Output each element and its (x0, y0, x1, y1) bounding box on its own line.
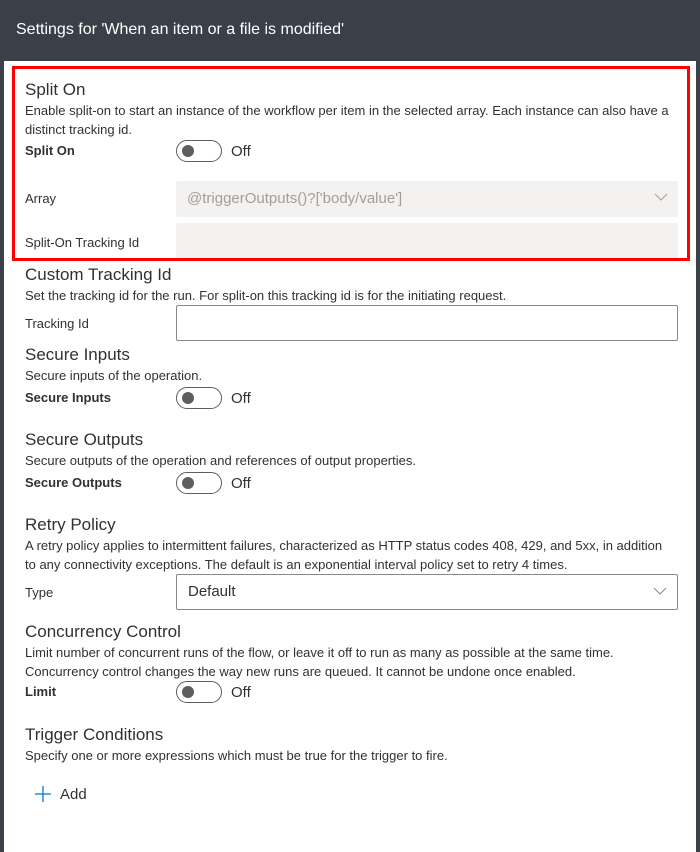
array-row (25, 181, 678, 217)
retry-type-dropdown[interactable] (176, 574, 678, 610)
toggle-switch[interactable] (176, 387, 222, 409)
secure-outputs-title: Secure Outputs (25, 430, 144, 449)
secure-outputs-section (25, 429, 678, 470)
concurrency-title: Concurrency Control (25, 622, 181, 641)
add-condition-button[interactable] (34, 782, 87, 806)
toggle-state-text: Off (231, 389, 251, 407)
toggle-state-text: Off (231, 683, 251, 701)
custom-tracking-title: Custom Tracking Id (25, 265, 172, 284)
toggle-knob (182, 477, 194, 489)
concurrency-section (25, 621, 678, 681)
retry-policy-description: A retry policy applies to intermittent failures, characterized as HTTP status codes 408, 429, and 5xx, in addition to any connectivity exceptions. The default is an exponential interval policy set to retry 4 times. (25, 538, 663, 572)
split-on-toggle-row (25, 139, 678, 175)
array-dropdown[interactable] (176, 181, 678, 217)
tracking-id-input[interactable] (176, 305, 678, 341)
panel-title: Settings for 'When an item or a file is modified' (16, 21, 345, 38)
chevron-down-icon (653, 586, 667, 596)
split-on-section (25, 79, 678, 139)
split-on-tracking-row (25, 223, 678, 259)
split-on-title: Split On (25, 80, 86, 99)
secure-inputs-toggle[interactable] (176, 386, 251, 410)
array-label: Array (25, 191, 57, 206)
toggle-switch[interactable] (176, 472, 222, 494)
concurrency-description-2: Concurrency control changes the way new runs are queued. It cannot be undone once enabled. (25, 664, 576, 679)
retry-type-label: Type (25, 585, 54, 600)
trigger-conditions-title: Trigger Conditions (25, 725, 164, 744)
trigger-conditions-description: Specify one or more expressions which must be true for the trigger to fire. (25, 748, 448, 763)
trigger-conditions-section (25, 724, 678, 765)
secure-inputs-toggle-label: Secure Inputs (25, 390, 111, 405)
retry-policy-title: Retry Policy (25, 515, 116, 534)
toggle-switch[interactable] (176, 681, 222, 703)
concurrency-toggle-label: Limit (25, 684, 57, 699)
tracking-id-label: Tracking Id (25, 316, 89, 331)
secure-outputs-toggle-label: Secure Outputs (25, 475, 122, 490)
split-on-toggle-label: Split On (25, 143, 75, 158)
toggle-switch[interactable] (176, 140, 222, 162)
concurrency-toggle-row (25, 680, 678, 716)
concurrency-limit-toggle[interactable] (176, 680, 251, 704)
tracking-id-row (25, 305, 678, 341)
retry-type-row (25, 574, 678, 610)
secure-inputs-description: Secure inputs of the operation. (25, 368, 203, 383)
secure-inputs-section (25, 344, 678, 385)
concurrency-description-1: Limit number of concurrent runs of the flow, or leave it off to run as many as possible at the same time. (25, 645, 614, 660)
retry-policy-section (25, 514, 678, 574)
chevron-down-icon (654, 192, 668, 202)
toggle-knob (182, 686, 194, 698)
custom-tracking-section (25, 264, 678, 305)
toggle-knob (182, 145, 194, 157)
retry-type-value: Default (188, 583, 236, 600)
secure-inputs-title: Secure Inputs (25, 345, 130, 364)
split-on-tracking-input[interactable] (176, 223, 678, 259)
custom-tracking-description: Set the tracking id for the run. For split-on this tracking id is for the initiating request. (25, 288, 507, 303)
toggle-state-text: Off (231, 474, 251, 492)
split-on-toggle[interactable] (176, 139, 251, 163)
toggle-state-text: Off (231, 142, 251, 160)
secure-outputs-description: Secure outputs of the operation and references of output properties. (25, 453, 416, 468)
add-condition-label: Add (60, 785, 87, 803)
plus-icon (34, 785, 52, 803)
panel-header (0, 0, 700, 61)
array-value: @triggerOutputs()?['body/value'] (187, 190, 403, 207)
secure-outputs-toggle-row (25, 471, 678, 507)
secure-outputs-toggle[interactable] (176, 471, 251, 495)
split-on-tracking-label: Split-On Tracking Id (25, 235, 140, 250)
toggle-knob (182, 392, 194, 404)
secure-inputs-toggle-row (25, 386, 678, 422)
split-on-description: Enable split-on to start an instance of the workflow per item in the selected array. Each instance can also have a distinct tracking id. (25, 103, 669, 137)
